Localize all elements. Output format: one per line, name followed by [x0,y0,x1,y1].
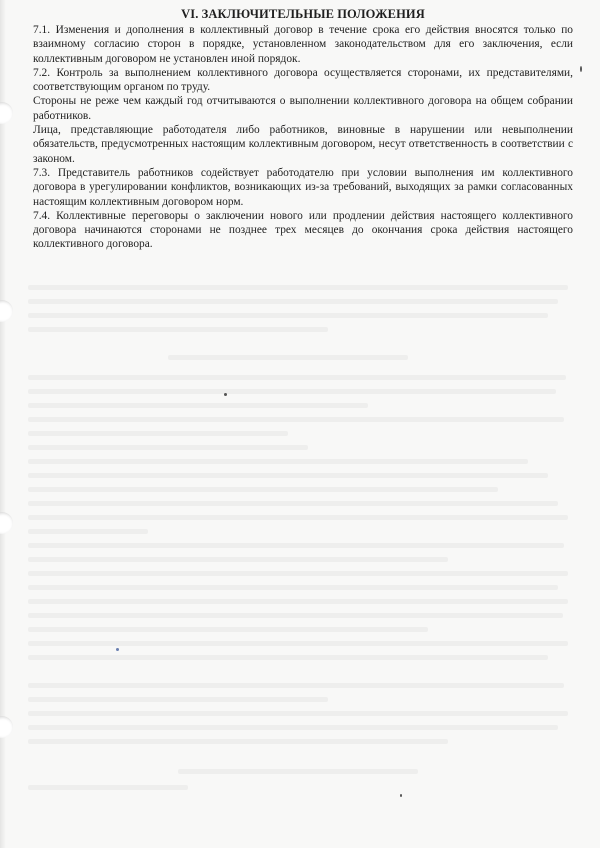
section-title: VI. ЗАКЛЮЧИТЕЛЬНЫЕ ПОЛОЖЕНИЯ [181,7,425,21]
paragraph-7-2: 7.2. Контроль за выполнением коллективного договора осуществляется сторонами, их представителями, соответствующим органом по труду. [33,66,573,94]
scan-speck [400,794,402,797]
punch-hole [0,716,13,738]
scan-speck [580,66,582,72]
scan-speck [116,648,119,651]
paragraph-reporting: Стороны не реже чем каждый год отчитываются о выполнении коллективного договора на общем собрании работников. [33,95,573,122]
punch-hole [0,102,13,124]
bleed-through-texture [28,285,573,805]
paragraph-responsibility: Лица, представляющие работодателя либо работников, виновные в нарушении или невыполнении обязательств, предусмотренных настоящим коллективным договором, несут ответственность в соответствии с законом. [33,124,573,165]
paragraph-7-3: 7.3. Представитель работников содействует работодателю при условии выполнения им коллективного договора в урегулировании конфликтов, возникающих из-за требований, выходящих за рамки согласованных настоящим коллективным договором норм. [33,166,573,208]
paragraph-7-1: 7.1. Изменения и дополнения в коллективный договор в течение срока его действия вносятся только по взаимному согласию сторон в порядке, установленном законодательством для его заключения, если коллективным договором не установлен иной порядок. [33,24,573,65]
punch-hole [0,512,13,534]
scan-speck [224,393,227,396]
document-body [33,6,573,252]
punch-hole [0,300,13,322]
paragraph-7-4: 7.4. Коллективные переговоры о заключении нового или продлении действия настоящего коллективного договора начинаются сторонами не позднее трех месяцев до окончания срока действия настоящего коллективного договора. [33,209,573,251]
